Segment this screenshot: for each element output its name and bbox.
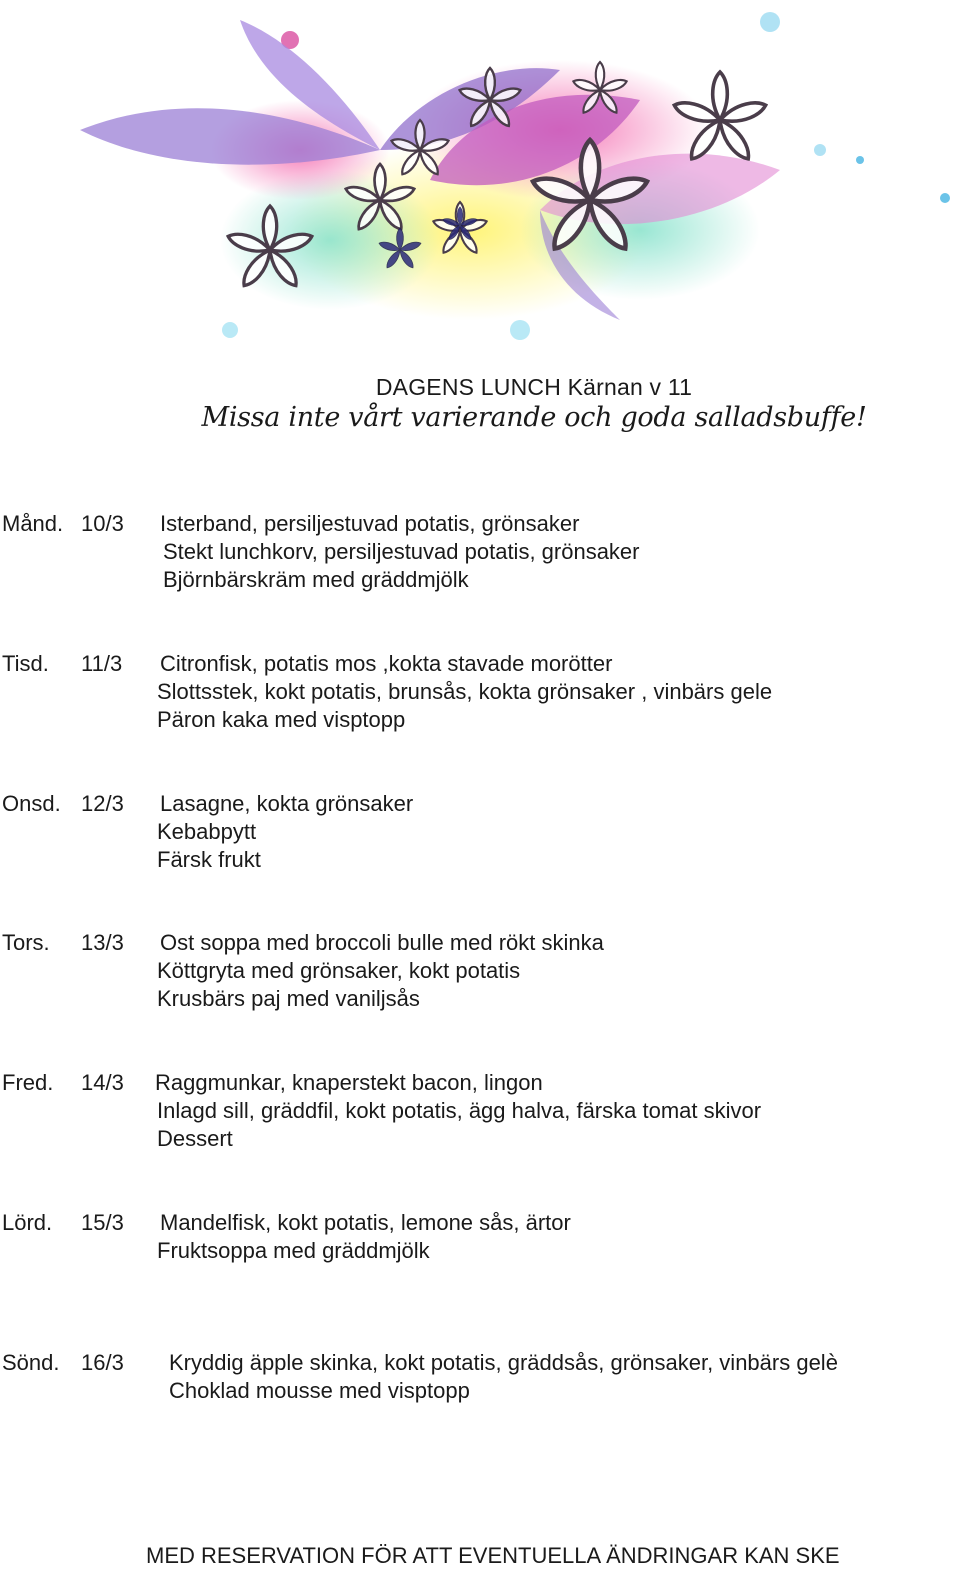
day-date: 15/3 [81, 1210, 124, 1235]
menu-item: Choklad mousse med visptopp [169, 1378, 470, 1403]
day-items [157, 790, 413, 874]
day-name: Fred. [2, 1070, 54, 1095]
day-date: 10/3 [81, 511, 124, 536]
menu-item: Isterband, persiljestuvad potatis, grönsaker [160, 511, 580, 536]
day-items [157, 510, 640, 594]
day-name: Sönd. [2, 1350, 60, 1375]
day-items [157, 1069, 761, 1153]
menu-item: Kebabpytt [157, 819, 257, 844]
menu-item: Lasagne, kokta grönsaker [160, 791, 414, 816]
day-name: Lörd. [2, 1210, 53, 1235]
menu-item: Raggmunkar, knaperstekt bacon, lingon [155, 1070, 543, 1095]
day-name: Onsd. [2, 791, 61, 816]
menu-item: Citronfisk, potatis mos ,kokta stavade morötter [160, 651, 613, 676]
menu-item: Fruktsoppa med gräddmjölk [157, 1238, 430, 1263]
menu-item: Kryddig äpple skinka, kokt potatis, gräddsås, grönsaker, vinbärs gelè [169, 1350, 838, 1375]
menu-item: Dessert [157, 1126, 233, 1151]
day-name: Månd. [2, 511, 64, 536]
menu-item: Mandelfisk, kokt potatis, lemone sås, ärtor [160, 1210, 571, 1235]
day-date: 14/3 [81, 1070, 124, 1095]
menu-item: Slottsstek, kokt potatis, brunsås, kokta grönsaker , vinbärs gele [157, 679, 773, 704]
menu-item: Ost soppa med broccoli bulle med rökt skinka [160, 930, 604, 955]
reservation-note: MED RESERVATION FÖR ATT EVENTUELLA ÄNDRINGAR KAN SKE [146, 1543, 840, 1568]
menu-item: Stekt lunchkorv, persiljestuvad potatis, grönsaker [163, 539, 640, 564]
day-date: 16/3 [81, 1350, 124, 1375]
menu-title: DAGENS LUNCH Kärnan v 11 [375, 374, 693, 400]
menu-item: Färsk frukt [157, 847, 261, 872]
day-date: 13/3 [81, 930, 124, 955]
day-name: Tors. [2, 930, 50, 955]
day-date: 11/3 [81, 651, 123, 676]
menu-item: Päron kaka med visptopp [157, 707, 406, 732]
day-items [157, 929, 604, 1013]
menu-tagline: Missa inte vårt varierande och goda salladsbuffe! [201, 402, 867, 433]
day-name: Tisd. [2, 651, 49, 676]
menu-item: Köttgryta med grönsaker, kokt potatis [157, 958, 521, 983]
day-items [169, 1349, 838, 1405]
menu-item: Krusbärs paj med vaniljsås [157, 986, 420, 1011]
menu-item: Inlagd sill, gräddfil, kokt potatis, ägg halva, färska tomat skivor [157, 1098, 762, 1123]
flower-illustration [0, 0, 960, 360]
day-items [157, 650, 772, 734]
day-items [157, 1209, 571, 1265]
day-date: 12/3 [81, 791, 124, 816]
menu-item: Björnbärskräm med gräddmjölk [163, 567, 469, 592]
